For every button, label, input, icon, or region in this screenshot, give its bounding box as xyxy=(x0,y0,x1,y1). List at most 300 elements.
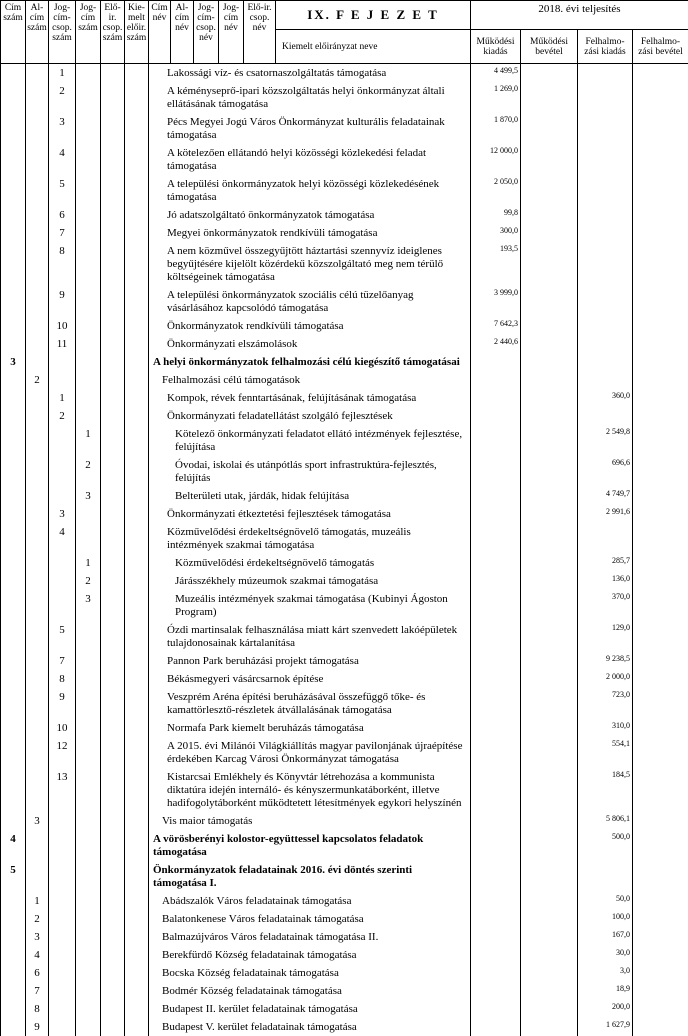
eloir-csop-szam-cell xyxy=(101,1018,125,1036)
mukodesi-kiadas-cell: 300,0 xyxy=(471,224,521,242)
cim-szam-cell xyxy=(1,1018,26,1036)
felhalmozasi-bevetel-cell xyxy=(633,505,688,523)
cim-szam-cell xyxy=(1,737,26,768)
alcim-szam-cell xyxy=(26,737,49,768)
alcim-szam-cell xyxy=(26,335,49,353)
mukodesi-bevetel-cell xyxy=(521,353,578,371)
jogcimcsop-szam-cell: 1 xyxy=(49,64,76,83)
kiemelt-eloir-szam-cell xyxy=(125,371,149,389)
mukodesi-bevetel-cell xyxy=(521,206,578,224)
mukodesi-bevetel-cell xyxy=(521,590,578,621)
eloir-csop-szam-cell xyxy=(101,928,125,946)
appropriation-name-cell: Kistarcsai Emlékhely és Könyvtár létrehozása a kommunista diktatúra idején internáló- és kényszermunkatáborként, illetve hadifogolytáborként működtetett létesítmények egykori helyszínén xyxy=(149,768,471,812)
appropriation-name-cell: Abádszalók Város feladatainak támogatása xyxy=(149,892,471,910)
mukodesi-kiadas-cell: 2 050,0 xyxy=(471,175,521,206)
felhalmozasi-kiadas-cell xyxy=(578,523,633,554)
table-row xyxy=(1,113,688,144)
appropriation-name-cell: A kéményseprő-ipari közszolgáltatás helyi önkormányzat általi ellátásának támogatása xyxy=(149,82,471,113)
mukodesi-bevetel-cell xyxy=(521,456,578,487)
table-row xyxy=(1,371,688,389)
mukodesi-kiadas-cell xyxy=(471,554,521,572)
eloir-csop-szam-cell xyxy=(101,407,125,425)
felhalmozasi-kiadas-cell: 3,0 xyxy=(578,964,633,982)
mukodesi-bevetel-cell xyxy=(521,861,578,892)
kiemelt-eloir-szam-cell xyxy=(125,523,149,554)
felhalmozasi-bevetel-cell xyxy=(633,621,688,652)
mukodesi-kiadas-cell xyxy=(471,505,521,523)
mukodesi-kiadas-cell xyxy=(471,719,521,737)
jogcimcsop-szam-cell: 10 xyxy=(49,719,76,737)
alcim-szam-cell: 3 xyxy=(26,928,49,946)
cim-szam-cell xyxy=(1,175,26,206)
felhalmozasi-kiadas-cell xyxy=(578,353,633,371)
alcim-szam-cell xyxy=(26,144,49,175)
alcim-szam-cell xyxy=(26,487,49,505)
cim-szam-cell xyxy=(1,317,26,335)
eloir-csop-szam-cell xyxy=(101,113,125,144)
felhalmozasi-kiadas-cell: 18,9 xyxy=(578,982,633,1000)
table-row xyxy=(1,82,688,113)
mukodesi-kiadas-cell xyxy=(471,487,521,505)
felhalmozasi-kiadas-cell: 129,0 xyxy=(578,621,633,652)
alcim-szam-cell xyxy=(26,407,49,425)
jogcim-szam-cell xyxy=(76,688,101,719)
cim-szam-cell xyxy=(1,64,26,83)
appropriation-name-cell: Bocska Község feladatainak támogatása xyxy=(149,964,471,982)
felhalmozasi-bevetel-cell xyxy=(633,830,688,861)
mukodesi-kiadas-cell: 1 870,0 xyxy=(471,113,521,144)
felhalmozasi-bevetel-cell xyxy=(633,144,688,175)
kiemelt-eloir-szam-cell xyxy=(125,861,149,892)
cim-szam-cell xyxy=(1,425,26,456)
alcim-szam-cell xyxy=(26,688,49,719)
appropriation-name-cell: Veszprém Aréna építési beruházásával összefüggő tőke- és kamattörlesztő-részletek átvállalásának támogatása xyxy=(149,688,471,719)
cim-szam-cell xyxy=(1,113,26,144)
jogcimcsop-szam-cell xyxy=(49,812,76,830)
cim-szam-cell xyxy=(1,928,26,946)
felhalmozasi-kiadas-cell xyxy=(578,82,633,113)
jogcimcsop-szam-cell: 1 xyxy=(49,389,76,407)
jogcim-szam-cell xyxy=(76,812,101,830)
mukodesi-bevetel-cell xyxy=(521,982,578,1000)
cim-szam-cell xyxy=(1,768,26,812)
cim-szam-cell xyxy=(1,892,26,910)
felhalmozasi-bevetel-cell xyxy=(633,590,688,621)
header-cim-nev: Cím név xyxy=(149,1,171,64)
appropriation-name-cell: Kompok, révek fenntartásának, felújításának támogatása xyxy=(149,389,471,407)
table-row xyxy=(1,572,688,590)
felhalmozasi-bevetel-cell xyxy=(633,554,688,572)
table-row xyxy=(1,652,688,670)
eloir-csop-szam-cell xyxy=(101,572,125,590)
mukodesi-bevetel-cell xyxy=(521,317,578,335)
mukodesi-bevetel-cell xyxy=(521,523,578,554)
table-row xyxy=(1,670,688,688)
eloir-csop-szam-cell xyxy=(101,224,125,242)
appropriation-name-cell: Budapest V. kerület feladatainak támogatása xyxy=(149,1018,471,1036)
eloir-csop-szam-cell xyxy=(101,946,125,964)
mukodesi-bevetel-cell xyxy=(521,286,578,317)
kiemelt-eloir-szam-cell xyxy=(125,425,149,456)
eloir-csop-szam-cell xyxy=(101,456,125,487)
appropriation-name-cell: Budapest II. kerület feladatainak támogatása xyxy=(149,1000,471,1018)
mukodesi-kiadas-cell xyxy=(471,982,521,1000)
appropriation-name-cell: A települési önkormányzatok helyi közösségi közlekedésének támogatása xyxy=(149,175,471,206)
mukodesi-kiadas-cell xyxy=(471,456,521,487)
table-row xyxy=(1,425,688,456)
table-row xyxy=(1,335,688,353)
jogcimcsop-szam-cell xyxy=(49,928,76,946)
mukodesi-kiadas-cell xyxy=(471,964,521,982)
mukodesi-bevetel-cell xyxy=(521,1000,578,1018)
cim-szam-cell xyxy=(1,224,26,242)
felhalmozasi-kiadas-cell: 50,0 xyxy=(578,892,633,910)
jogcim-szam-cell xyxy=(76,621,101,652)
jogcim-szam-cell xyxy=(76,964,101,982)
jogcim-szam-cell xyxy=(76,175,101,206)
eloir-csop-szam-cell xyxy=(101,242,125,286)
mukodesi-kiadas-cell xyxy=(471,389,521,407)
table-row xyxy=(1,1000,688,1018)
table-row xyxy=(1,861,688,892)
felhalmozasi-bevetel-cell xyxy=(633,317,688,335)
jogcimcsop-szam-cell xyxy=(49,1018,76,1036)
eloir-csop-szam-cell xyxy=(101,688,125,719)
alcim-szam-cell xyxy=(26,652,49,670)
appropriation-name-cell: Járásszékhely múzeumok szakmai támogatása xyxy=(149,572,471,590)
jogcimcsop-szam-cell: 6 xyxy=(49,206,76,224)
jogcim-szam-cell xyxy=(76,286,101,317)
felhalmozasi-bevetel-cell xyxy=(633,719,688,737)
jogcimcsop-szam-cell: 10 xyxy=(49,317,76,335)
mukodesi-bevetel-cell xyxy=(521,389,578,407)
jogcimcsop-szam-cell xyxy=(49,1000,76,1018)
jogcimcsop-szam-cell: 2 xyxy=(49,82,76,113)
mukodesi-bevetel-cell xyxy=(521,175,578,206)
appropriation-name-cell: Ózdi martinsalak felhasználása miatt kárt szenvedett lakóépületek tulajdonosainak kártalanítása xyxy=(149,621,471,652)
felhalmozasi-kiadas-cell: 30,0 xyxy=(578,946,633,964)
mukodesi-kiadas-cell xyxy=(471,371,521,389)
alcim-szam-cell xyxy=(26,830,49,861)
jogcim-szam-cell xyxy=(76,523,101,554)
jogcimcsop-szam-cell xyxy=(49,946,76,964)
kiemelt-eloir-szam-cell xyxy=(125,910,149,928)
alcim-szam-cell xyxy=(26,621,49,652)
kiemelt-eloir-szam-cell xyxy=(125,892,149,910)
jogcim-szam-cell xyxy=(76,371,101,389)
mukodesi-kiadas-cell: 3 999,0 xyxy=(471,286,521,317)
table-row xyxy=(1,928,688,946)
felhalmozasi-bevetel-cell xyxy=(633,572,688,590)
mukodesi-bevetel-cell xyxy=(521,892,578,910)
appropriation-name-cell: Balmazújváros Város feladatainak támogatása II. xyxy=(149,928,471,946)
cim-szam-cell: 5 xyxy=(1,861,26,892)
appropriation-name-cell: Belterületi utak, járdák, hidak felújítása xyxy=(149,487,471,505)
felhalmozasi-bevetel-cell xyxy=(633,64,688,83)
appropriation-name-cell: Lakossági víz- és csatornaszolgáltatás támogatása xyxy=(149,64,471,83)
jogcimcsop-szam-cell: 7 xyxy=(49,224,76,242)
appropriation-name-cell: Vis maior támogatás xyxy=(149,812,471,830)
jogcimcsop-szam-cell xyxy=(49,892,76,910)
kiemelt-eloir-szam-cell xyxy=(125,224,149,242)
felhalmozasi-bevetel-cell xyxy=(633,224,688,242)
cim-szam-cell: 4 xyxy=(1,830,26,861)
jogcim-szam-cell xyxy=(76,892,101,910)
mukodesi-bevetel-cell xyxy=(521,572,578,590)
kiemelt-eloir-szam-cell xyxy=(125,670,149,688)
jogcim-szam-cell xyxy=(76,113,101,144)
cim-szam-cell xyxy=(1,572,26,590)
felhalmozasi-bevetel-cell xyxy=(633,964,688,982)
kiemelt-eloir-szam-cell xyxy=(125,389,149,407)
jogcimcsop-szam-cell xyxy=(49,554,76,572)
jogcimcsop-szam-cell: 12 xyxy=(49,737,76,768)
eloir-csop-szam-cell xyxy=(101,175,125,206)
kiemelt-eloir-szam-cell xyxy=(125,113,149,144)
kiemelt-eloir-szam-cell xyxy=(125,768,149,812)
eloir-csop-szam-cell xyxy=(101,652,125,670)
jogcim-szam-cell: 3 xyxy=(76,487,101,505)
kiemelt-eloir-szam-cell xyxy=(125,175,149,206)
eloir-csop-szam-cell xyxy=(101,82,125,113)
kiemelt-eloir-szam-cell xyxy=(125,505,149,523)
kiemelt-eloir-szam-cell xyxy=(125,812,149,830)
eloir-csop-szam-cell xyxy=(101,982,125,1000)
cim-szam-cell xyxy=(1,964,26,982)
felhalmozasi-bevetel-cell xyxy=(633,407,688,425)
felhalmozasi-kiadas-cell xyxy=(578,206,633,224)
eloir-csop-szam-cell xyxy=(101,144,125,175)
mukodesi-bevetel-cell xyxy=(521,335,578,353)
kiemelt-eloir-szam-cell xyxy=(125,1000,149,1018)
felhalmozasi-bevetel-cell xyxy=(633,389,688,407)
eloir-csop-szam-cell xyxy=(101,206,125,224)
header-alcim-nev: Al-cím név xyxy=(171,1,194,64)
table-row xyxy=(1,964,688,982)
jogcimcsop-szam-cell: 4 xyxy=(49,144,76,175)
cim-szam-cell xyxy=(1,910,26,928)
header-jogcim-szam: Jog-cím szám xyxy=(76,1,101,64)
alcim-szam-cell: 2 xyxy=(26,371,49,389)
felhalmozasi-kiadas-cell xyxy=(578,317,633,335)
felhalmozasi-bevetel-cell xyxy=(633,768,688,812)
table-row xyxy=(1,523,688,554)
felhalmozasi-kiadas-cell: 200,0 xyxy=(578,1000,633,1018)
mukodesi-kiadas-cell xyxy=(471,590,521,621)
mukodesi-bevetel-cell xyxy=(521,144,578,175)
eloir-csop-szam-cell xyxy=(101,425,125,456)
cim-szam-cell xyxy=(1,505,26,523)
eloir-csop-szam-cell xyxy=(101,964,125,982)
mukodesi-kiadas-cell xyxy=(471,812,521,830)
jogcimcsop-szam-cell xyxy=(49,456,76,487)
jogcimcsop-szam-cell: 3 xyxy=(49,113,76,144)
jogcimcsop-szam-cell: 2 xyxy=(49,407,76,425)
jogcimcsop-szam-cell: 8 xyxy=(49,242,76,286)
appropriation-name-cell: A 2015. évi Milánói Világkiállítás magyar pavilonjának újraépítése érdekében Karcag Városi Önkormányzat támogatása xyxy=(149,737,471,768)
alcim-szam-cell xyxy=(26,505,49,523)
kiemelt-eloir-szam-cell xyxy=(125,144,149,175)
cim-szam-cell xyxy=(1,335,26,353)
jogcimcsop-szam-cell xyxy=(49,910,76,928)
jogcimcsop-szam-cell: 9 xyxy=(49,688,76,719)
alcim-szam-cell xyxy=(26,389,49,407)
alcim-szam-cell: 7 xyxy=(26,982,49,1000)
cim-szam-cell xyxy=(1,286,26,317)
jogcim-szam-cell xyxy=(76,830,101,861)
table-row xyxy=(1,590,688,621)
alcim-szam-cell xyxy=(26,224,49,242)
eloir-csop-szam-cell xyxy=(101,768,125,812)
kiemelt-eloir-szam-cell xyxy=(125,487,149,505)
jogcimcsop-szam-cell: 7 xyxy=(49,652,76,670)
felhalmozasi-kiadas-cell xyxy=(578,64,633,83)
felhalmozasi-bevetel-cell xyxy=(633,353,688,371)
eloir-csop-szam-cell xyxy=(101,64,125,83)
mukodesi-kiadas-cell: 193,5 xyxy=(471,242,521,286)
jogcim-szam-cell xyxy=(76,335,101,353)
alcim-szam-cell xyxy=(26,64,49,83)
eloir-csop-szam-cell xyxy=(101,621,125,652)
felhalmozasi-kiadas-cell xyxy=(578,371,633,389)
felhalmozasi-kiadas-cell: 285,7 xyxy=(578,554,633,572)
cim-szam-cell xyxy=(1,554,26,572)
cim-szam-cell xyxy=(1,652,26,670)
kiemelt-eloir-szam-cell xyxy=(125,572,149,590)
cim-szam-cell xyxy=(1,982,26,1000)
jogcim-szam-cell xyxy=(76,505,101,523)
eloir-csop-szam-cell xyxy=(101,505,125,523)
felhalmozasi-bevetel-cell xyxy=(633,688,688,719)
felhalmozasi-bevetel-cell xyxy=(633,892,688,910)
appropriation-name-cell: Békásmegyeri vásárcsarnok építése xyxy=(149,670,471,688)
jogcimcsop-szam-cell xyxy=(49,982,76,1000)
mukodesi-kiadas-cell xyxy=(471,1018,521,1036)
jogcimcsop-szam-cell xyxy=(49,487,76,505)
felhalmozasi-kiadas-cell: 500,0 xyxy=(578,830,633,861)
header-cim-szam: Cím szám xyxy=(1,1,26,64)
felhalmozasi-kiadas-cell: 2 549,8 xyxy=(578,425,633,456)
jogcimcsop-szam-cell xyxy=(49,964,76,982)
jogcimcsop-szam-cell xyxy=(49,353,76,371)
alcim-szam-cell xyxy=(26,206,49,224)
felhalmozasi-bevetel-cell xyxy=(633,910,688,928)
felhalmozasi-bevetel-cell xyxy=(633,113,688,144)
eloir-csop-szam-cell xyxy=(101,861,125,892)
appropriation-name-cell: Kötelező önkormányzati feladatot ellátó intézmények fejlesztése, felújítása xyxy=(149,425,471,456)
mukodesi-kiadas-cell xyxy=(471,523,521,554)
mukodesi-bevetel-cell xyxy=(521,768,578,812)
jogcim-szam-cell xyxy=(76,64,101,83)
felhalmozasi-kiadas-cell: 554,1 xyxy=(578,737,633,768)
eloir-csop-szam-cell xyxy=(101,371,125,389)
kiemelt-eloir-szam-cell xyxy=(125,64,149,83)
felhalmozasi-kiadas-cell: 370,0 xyxy=(578,590,633,621)
felhalmozasi-bevetel-cell xyxy=(633,861,688,892)
cim-szam-cell xyxy=(1,487,26,505)
felhalmozasi-kiadas-cell: 1 627,9 xyxy=(578,1018,633,1036)
kiemelt-eloir-szam-cell xyxy=(125,456,149,487)
cim-szam-cell xyxy=(1,456,26,487)
alcim-szam-cell xyxy=(26,523,49,554)
alcim-szam-cell xyxy=(26,353,49,371)
alcim-szam-cell xyxy=(26,861,49,892)
jogcim-szam-cell xyxy=(76,861,101,892)
felhalmozasi-kiadas-cell xyxy=(578,335,633,353)
appropriation-name-cell: Megyei önkormányzatok rendkívüli támogatása xyxy=(149,224,471,242)
header-jogcimcsop-nev: Jog-cím-csop. név xyxy=(194,1,219,64)
appropriation-name-cell: Balatonkenese Város feladatainak támogatása xyxy=(149,910,471,928)
felhalmozasi-kiadas-cell xyxy=(578,144,633,175)
appropriation-name-cell: Jó adatszolgáltató önkormányzatok támogatása xyxy=(149,206,471,224)
felhalmozasi-bevetel-cell xyxy=(633,175,688,206)
mukodesi-bevetel-cell xyxy=(521,928,578,946)
alcim-szam-cell xyxy=(26,425,49,456)
mukodesi-bevetel-cell xyxy=(521,407,578,425)
kiemelt-eloir-szam-cell xyxy=(125,242,149,286)
cim-szam-cell xyxy=(1,812,26,830)
appropriation-name-cell: Közművelődési érdekeltségnövelő támogatás xyxy=(149,554,471,572)
jogcimcsop-szam-cell xyxy=(49,830,76,861)
felhalmozasi-kiadas-cell xyxy=(578,242,633,286)
appropriation-name-cell: Felhalmozási célú támogatások xyxy=(149,371,471,389)
cim-szam-cell xyxy=(1,621,26,652)
appropriation-name-cell: Muzeális intézmények szakmai támogatása (Kubinyi Ágoston Program) xyxy=(149,590,471,621)
jogcim-szam-cell xyxy=(76,242,101,286)
felhalmozasi-bevetel-cell xyxy=(633,487,688,505)
mukodesi-kiadas-cell xyxy=(471,1000,521,1018)
felhalmozasi-kiadas-cell: 4 749,7 xyxy=(578,487,633,505)
kiemelt-eloir-szam-cell xyxy=(125,206,149,224)
appropriation-name-cell: Önkormányzati elszámolások xyxy=(149,335,471,353)
appropriation-name-cell: Pannon Park beruházási projekt támogatása xyxy=(149,652,471,670)
table-row xyxy=(1,830,688,861)
mukodesi-kiadas-cell xyxy=(471,910,521,928)
felhalmozasi-kiadas-cell: 696,6 xyxy=(578,456,633,487)
mukodesi-bevetel-cell xyxy=(521,224,578,242)
jogcim-szam-cell xyxy=(76,982,101,1000)
table-header xyxy=(1,1,688,64)
felhalmozasi-kiadas-cell: 5 806,1 xyxy=(578,812,633,830)
jogcim-szam-cell: 2 xyxy=(76,572,101,590)
eloir-csop-szam-cell xyxy=(101,1000,125,1018)
alcim-szam-cell xyxy=(26,670,49,688)
mukodesi-kiadas-cell xyxy=(471,652,521,670)
appropriation-name-cell: A helyi önkormányzatok felhalmozási célú kiegészítő támogatásai xyxy=(149,353,471,371)
jogcimcsop-szam-cell: 5 xyxy=(49,175,76,206)
kiemelt-eloir-szam-cell xyxy=(125,652,149,670)
mukodesi-kiadas-cell xyxy=(471,353,521,371)
jogcim-szam-cell xyxy=(76,719,101,737)
alcim-szam-cell xyxy=(26,456,49,487)
felhalmozasi-bevetel-cell xyxy=(633,286,688,317)
alcim-szam-cell xyxy=(26,82,49,113)
mukodesi-kiadas-cell xyxy=(471,407,521,425)
eloir-csop-szam-cell xyxy=(101,353,125,371)
mukodesi-kiadas-cell: 4 499,5 xyxy=(471,64,521,83)
appropriation-name-cell: Óvodai, iskolai és utánpótlás sport infrastruktúra-fejlesztés, felújítás xyxy=(149,456,471,487)
felhalmozasi-kiadas-cell: 723,0 xyxy=(578,688,633,719)
mukodesi-bevetel-cell xyxy=(521,670,578,688)
table-row xyxy=(1,206,688,224)
appropriation-name-cell: Önkormányzati feladatellátást szolgáló fejlesztések xyxy=(149,407,471,425)
mukodesi-kiadas-cell: 1 269,0 xyxy=(471,82,521,113)
jogcim-szam-cell: 2 xyxy=(76,456,101,487)
cim-szam-cell: 3 xyxy=(1,353,26,371)
appropriation-name-cell: A kötelezően ellátandó helyi közösségi közlekedési feladat támogatása xyxy=(149,144,471,175)
jogcim-szam-cell xyxy=(76,768,101,812)
appropriation-name-cell: A települési önkormányzatok szociális célú tüzelőanyag vásárlásához kapcsolódó támogatása xyxy=(149,286,471,317)
